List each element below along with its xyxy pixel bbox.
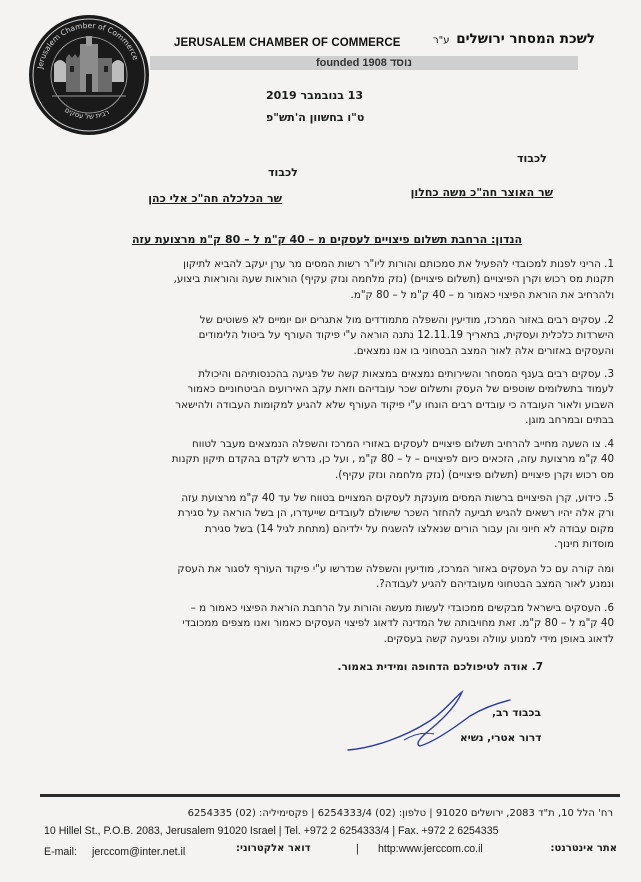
- paragraph-5: [82, 491, 614, 552]
- greeting: בכבוד רב,: [492, 707, 541, 719]
- subject-line: הנדון: הרחבת תשלום פיצויים לעסקים מ – 40 ק"מ ל – 80 ק"מ מרצועת עזה: [132, 233, 522, 246]
- paragraph-line: 5. כידוע, קרן הפיצויים ברשות המסים מוענקת לעסקים המצויים בטווח של עד 40 ק"מ מרצועת עזה: [181, 492, 614, 504]
- paragraph-line: ולהרחיב את הוראת הפיצוי כאמור מ – 40 ק"מ ל – 80 ק"מ.: [350, 288, 614, 301]
- recipient-2: שר הכלכלה חה"כ אלי כהן: [148, 192, 282, 205]
- footer-separator: |: [356, 843, 359, 855]
- paragraph-line: מקום עבודה לא חיוני והן עבור הורים שנאלצו להשגיח על ילדיהם (מתחת לגיל 14) בשל סגירת: [204, 522, 614, 535]
- paragraph-line: 40 ק"מ ל – 80 ק"מ. זאת מחויבותה של המדינה לדאוג לפיצוי העסקים כאמור ואנו מצפים ממכובדי: [182, 617, 614, 630]
- paragraph-4: [82, 437, 614, 483]
- paragraph-2: [82, 313, 614, 359]
- footer-website-label: אתר אינטרנט:: [550, 843, 617, 854]
- paragraph-line: השבוע ולאור העובדה כי עובדים רבים הונחו ע"י פיקוד העורף שלא להגיע למקומות העבודה ולהישאר: [175, 398, 614, 411]
- salutation-1: לכבוד: [517, 152, 547, 165]
- paragraph-line: לדאוג באופן מידי למנוע עוולה ופגיעה קשה בעסקים.: [383, 632, 614, 645]
- paragraph-line: 2. עסקים רבים באזור המרכז, מודיעין והשפלה מתמודדים מול אתגרים יום יומיים לא פשוטים של: [199, 314, 614, 326]
- seal-bottom-text: רבית של עסקים: [63, 105, 111, 121]
- paragraph-line: מוסדות חינוך.: [554, 537, 614, 550]
- closing-line: 7. אודה לטיפולכם הדחופה ומידית באמור.: [337, 661, 543, 673]
- footer-address-en: 10 Hillel St., P.O.B. 2083, Jerusalem 91020 Israel | Tel. +972 2 6254333/4 | Fax. +972 2 6254335: [44, 825, 499, 837]
- salutation-2: לכבוד: [268, 166, 298, 179]
- paragraph-line: 3. עסקים רבים בענף המסחר והשירותים נמצאים במצאות קשה של פגיעה בהכנסותיהם והיכולת: [198, 368, 614, 380]
- org-suffix: ע"ר: [432, 35, 450, 46]
- paragraph-line: בבתים ובמרחב מוגן.: [525, 413, 614, 426]
- paragraph-line: הישרדות כלכלית ועסקית, בתאריך 12.11.19 נתנה הוראה ע"י פיקוד העורף על ביטול הלימודים: [198, 329, 614, 342]
- signer-name: דרור אטרי, נשיא: [460, 732, 542, 744]
- footer-address-he: רח' הלל 10, ת"ד 2083, ירושלים 91020 | טלפון: (02) 6254333/4 | פקסימיליה: (02) 6254335: [187, 808, 613, 819]
- paragraph-line: לעמוד בתשלומים שוטפים של העסק ותשלום שכר עובדיהם וזאת עקב האירועים הביטחוניים כאמור: [187, 383, 614, 396]
- paragraph-line: ונמנע לאור המצב הבטחוני מעובדיהם להגיע לעבודה?.: [376, 578, 614, 591]
- paragraph-line: 40 ק"מ מרצועת עזה, הזכאים כיום לפיצויים – ל – 80 ק"מ , ועל כן, נדרש לקדם בהקדם תיקון תקנות: [171, 453, 614, 466]
- recipient-1: שר האוצר חה"כ משה כחלון: [410, 186, 553, 199]
- paragraph-line: תקנות מס רכוש וקרן הפיצויים (תשלום פיצויים) (נזק מלחמה ונזק עקיף) הוראות שעה והוראות ביצוע,: [173, 273, 614, 286]
- chamber-seal-logo: [28, 14, 150, 136]
- paragraph-line: ומה קורה עם כל העסקים באזור המרכז, מודיעין והשפלה שנדרשו ע"י פיקוד העורף לסגור את העסק: [177, 563, 614, 575]
- date-hebrew: ט"ו בחשוון ה'תש"פ: [266, 111, 365, 124]
- org-name-he: [433, 31, 595, 47]
- founded-text: founded 1908 נוסד: [315, 57, 413, 69]
- paragraph-question: [82, 562, 614, 593]
- footer-website-link[interactable]: http:www.jerccom.co.il: [378, 843, 483, 855]
- founded-banner: [150, 56, 578, 70]
- paragraph-line: 6. העסקים בישראל מבקשים ממכובדי לעשות מעשה והורות על הרחבת הוראת הפיצוי כאמור מ –: [190, 602, 614, 614]
- org-name-en: JERUSALEM CHAMBER OF COMMERCE: [174, 37, 401, 49]
- paragraph-line: והעסקים באזורים אלה לאור המצב הבטחוני בו אנו נמצאים.: [353, 344, 614, 357]
- paragraph-1: [82, 257, 614, 303]
- paragraph-3: [82, 367, 614, 428]
- paragraph-line: 4. צו השעה מחייב להרחיב תשלום פיצויים לעסקים באזורי המרכז והשפלה הנמצאים מעבר לטווח: [192, 438, 614, 450]
- footer-email-label-en: E-mail:: [44, 846, 77, 858]
- recipients: [93, 185, 553, 205]
- seal-text-en: Jerusalem Chamber of Commerce: [35, 20, 141, 70]
- handwritten-signature: [344, 688, 514, 760]
- paragraph-line: ורק אלה יהיו רשאים להגיש תביעה להחזר השכר שישולם לעובדים שייעדרו, הן בשל הוראה על סגירת: [177, 507, 614, 520]
- org-name-he-text: לשכת המסחר ירושלים: [456, 31, 595, 47]
- footer-email-label-he: דואר אלקטרוני:: [236, 843, 311, 854]
- paragraph-line: מס רכוש וקרן פיצויים (תשלום פיצויים) (נזק מלחמה ונזק עקיף).: [334, 468, 614, 481]
- footer-divider: [40, 794, 620, 797]
- footer-email-link[interactable]: jerccom@inter.net.il: [92, 846, 186, 858]
- paragraph-6: [82, 601, 614, 647]
- paragraph-line: 1. הריני לפנות למכובדי להפעיל את סמכותם והורות ליו"ר רשות המסים מר ערן יעקב להביא לתיקון: [183, 258, 614, 270]
- date-gregorian: 13 בנובמבר 2019: [266, 89, 364, 102]
